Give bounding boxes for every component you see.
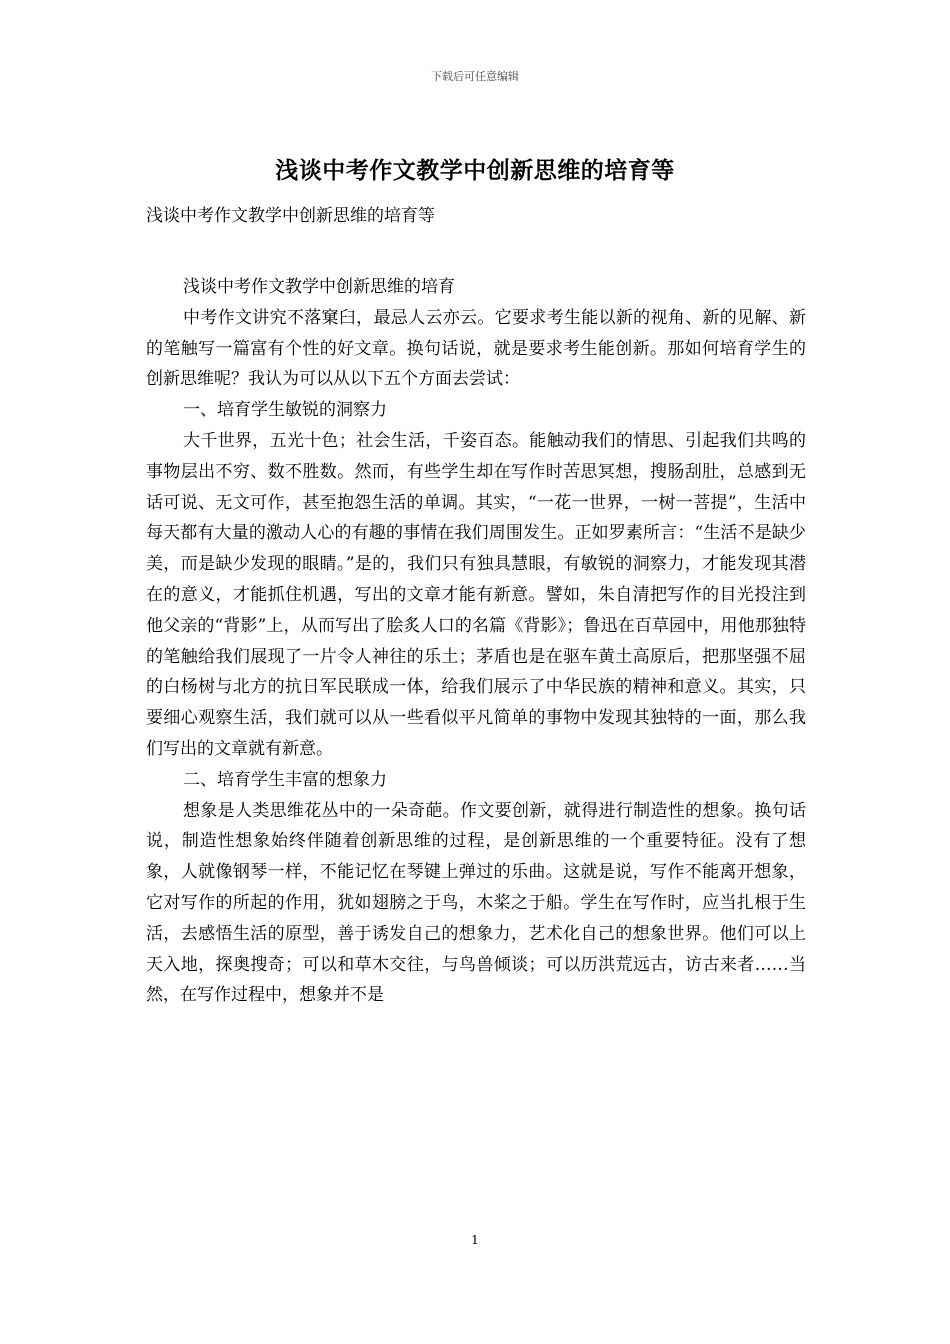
- page-header-note: 下载后可任意编辑: [431, 70, 519, 83]
- page-number: 1: [471, 1233, 479, 1247]
- section-heading-1: 一、培育学生敏锐的洞察力: [183, 400, 387, 421]
- document-body: [146, 272, 806, 1011]
- section-2-paragraph: 想象是人类思维花丛中的一朵奇葩。作文要创新，就得进行制造性的想象。换句话说，制造性想象始终伴随着创新思维的过程，是创新思维的一个重要特征。没有了想象，人就像钢琴一样，不能记忆在琴键上弹过的乐曲。这就是说，写作不能离开想象，它对写作的所起的作用，犹如翅膀之于鸟，木桨之于船。学生在写作时，应当扎根于生活，去感悟生活的原型，善于诱发自己的想象力，艺术化自己的想象世界。他们可以上天入地，探奥搜奇；可以和草木交往，与鸟兽倾谈；可以历洪荒远古，访古来者……当然，在写作过程中，想象并不是: [146, 800, 806, 1006]
- article-heading: 浅谈中考作文教学中创新思维的培育: [183, 277, 455, 297]
- section-1-paragraph: 大千世界，五光十色；社会生活，千姿百态。能触动我们的情思、引起我们共鸣的事物层出不穷、数不胜数。然而，有些学生却在写作时苦思冥想，搜肠刮肚，总感到无话可说、无文可作，甚至抱怨生活的单调。其实，“一花一世界，一树一菩提”，生活中每天都有大量的激动人心的有趣的事情在我们周围发生。正如罗素所言：“生活不是缺少美，而是缺少发现的眼睛。”是的，我们只有独具慧眼，有敏锐的洞察力，才能发现其潜在的意义，才能抓住机遇，写出的文章才能有新意。譬如，朱自清把写作的目光投注到他父亲的“背影”上，从而写出了脍炙人口的名篇《背影》；鲁迅在百草园中，用他那独特的笔触给我们展现了一片令人神往的乐土；茅盾也是在驱车黄土高原后，把那坚强不屈的白杨树与北方的抗日军民联成一体，给我们展示了中华民族的精神和意义。其实，只要细心观察生活，我们就可以从一些看似平凡简单的事物中发现其独特的一面，那么我们写出的文章就有新意。: [146, 430, 806, 759]
- document-title: 浅谈中考作文教学中创新思维的培育等: [275, 158, 675, 184]
- section-heading-2: 二、培育学生丰富的想象力: [183, 769, 387, 790]
- document-subtitle: 浅谈中考作文教学中创新思维的培育等: [146, 206, 435, 226]
- intro-paragraph: 中考作文讲究不落窠臼，最忌人云亦云。它要求考生能以新的视角、新的见解、新的笔触写一篇富有个性的好文章。换句话说，就是要求考生能创新。那如何培育学生的创新思维呢？我认为可以从以下五个方面去尝试：: [146, 307, 806, 390]
